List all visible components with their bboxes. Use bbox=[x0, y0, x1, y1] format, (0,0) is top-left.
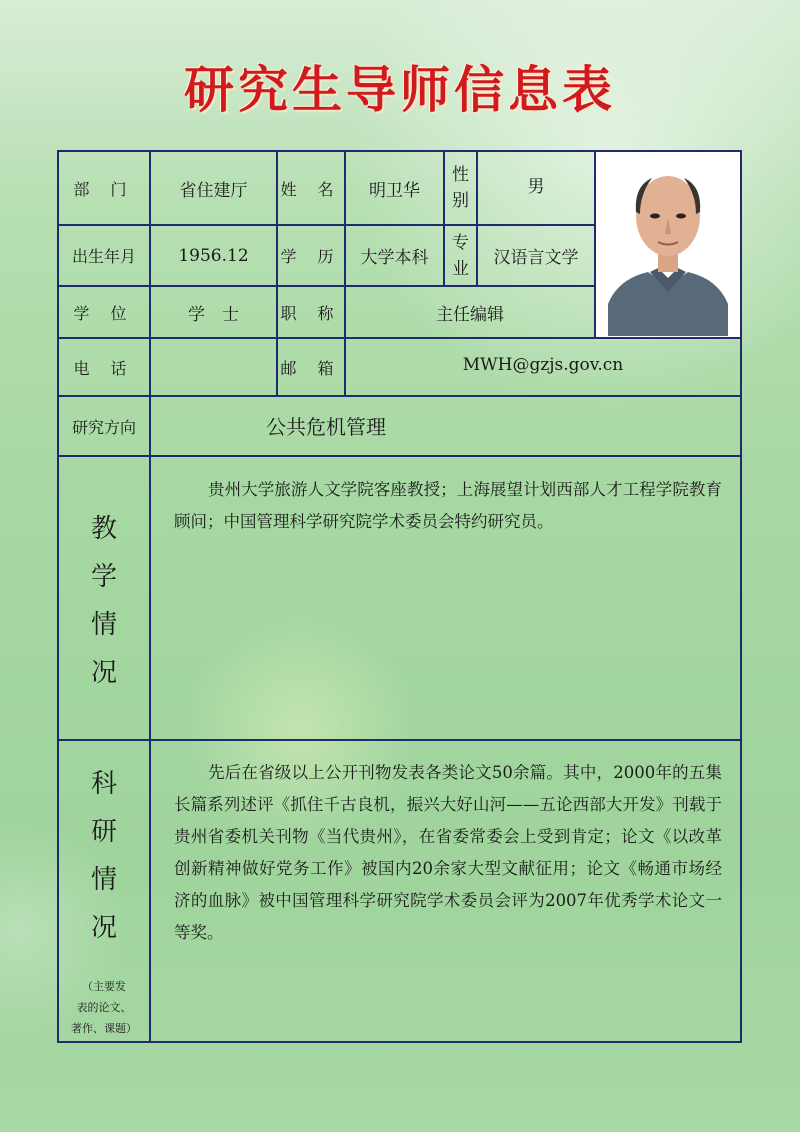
science-char-4: 况 bbox=[90, 913, 117, 943]
science-note-1: （主要发 bbox=[82, 980, 126, 993]
major-value: 汉语言文学 bbox=[476, 224, 596, 287]
teaching-char-4: 况 bbox=[90, 658, 117, 688]
science-char-3: 情 bbox=[90, 865, 117, 895]
dept-value: 省住建厅 bbox=[149, 150, 278, 226]
portrait-photo bbox=[608, 154, 728, 336]
gender-label-1: 性 bbox=[452, 165, 469, 185]
phone-label: 电 话 bbox=[57, 337, 151, 397]
gender-label bbox=[443, 150, 478, 226]
teaching-label bbox=[57, 505, 151, 697]
degree-value: 学 士 bbox=[149, 285, 278, 339]
education-label: 学 历 bbox=[276, 224, 346, 287]
name-label: 姓 名 bbox=[276, 150, 346, 226]
phone-value bbox=[149, 337, 278, 397]
teaching-char-3: 情 bbox=[90, 610, 117, 640]
teaching-char-1: 教 bbox=[90, 514, 117, 544]
science-char-1: 科 bbox=[90, 769, 117, 799]
education-value: 大学本科 bbox=[344, 224, 445, 287]
research-label: 研究方向 bbox=[57, 395, 151, 457]
title-label: 职 称 bbox=[276, 285, 346, 339]
title-value: 主任编辑 bbox=[344, 285, 596, 339]
page-title: 研究生导师信息表 bbox=[184, 61, 616, 119]
dept-label: 部 门 bbox=[57, 150, 151, 226]
science-note bbox=[57, 976, 151, 1039]
science-text: 先后在省级以上公开刊物发表各类论文50余篇。其中，2000年的五集长篇系列述评《抓住千古良机，振兴大好山河——五论西部大开发》刊载于贵州省委机关刊物《当代贵州》，在省委常委会上受到肯定；论文《以改革创新精神做好党务工作》被国内20余家大型文献征用；论文《畅通市场经济的血脉》被中国管理科学研究院学术委员会评为2007年优秀学术论文一等奖。 bbox=[174, 763, 722, 942]
science-char-2: 研 bbox=[90, 817, 117, 847]
birth-label: 出生年月 bbox=[57, 224, 151, 287]
major-label bbox=[443, 224, 478, 287]
science-note-3: 著作、课题） bbox=[71, 1022, 137, 1035]
birth-value: 1956.12 bbox=[149, 224, 278, 287]
teaching-text: 贵州大学旅游人文学院客座教授；上海展望计划西部人才工程学院教育顾问；中国管理科学研究院学术委员会特约研究员。 bbox=[174, 480, 722, 531]
major-label-2: 业 bbox=[452, 258, 469, 279]
email-label: 邮 箱 bbox=[276, 337, 346, 397]
major-label-1: 专 bbox=[452, 232, 469, 253]
photo-cell bbox=[594, 150, 742, 339]
science-label bbox=[57, 760, 151, 952]
email-value: MWH@gzjs.gov.cn bbox=[344, 337, 742, 397]
gender-value: 男 bbox=[476, 150, 596, 226]
degree-label: 学 位 bbox=[57, 285, 151, 339]
name-value: 明卫华 bbox=[344, 150, 445, 226]
gender-label-2: 别 bbox=[452, 191, 469, 211]
teaching-char-2: 学 bbox=[90, 562, 117, 592]
research-value: 公共危机管理 bbox=[149, 395, 742, 457]
science-note-2: 表的论文、 bbox=[76, 1001, 132, 1014]
